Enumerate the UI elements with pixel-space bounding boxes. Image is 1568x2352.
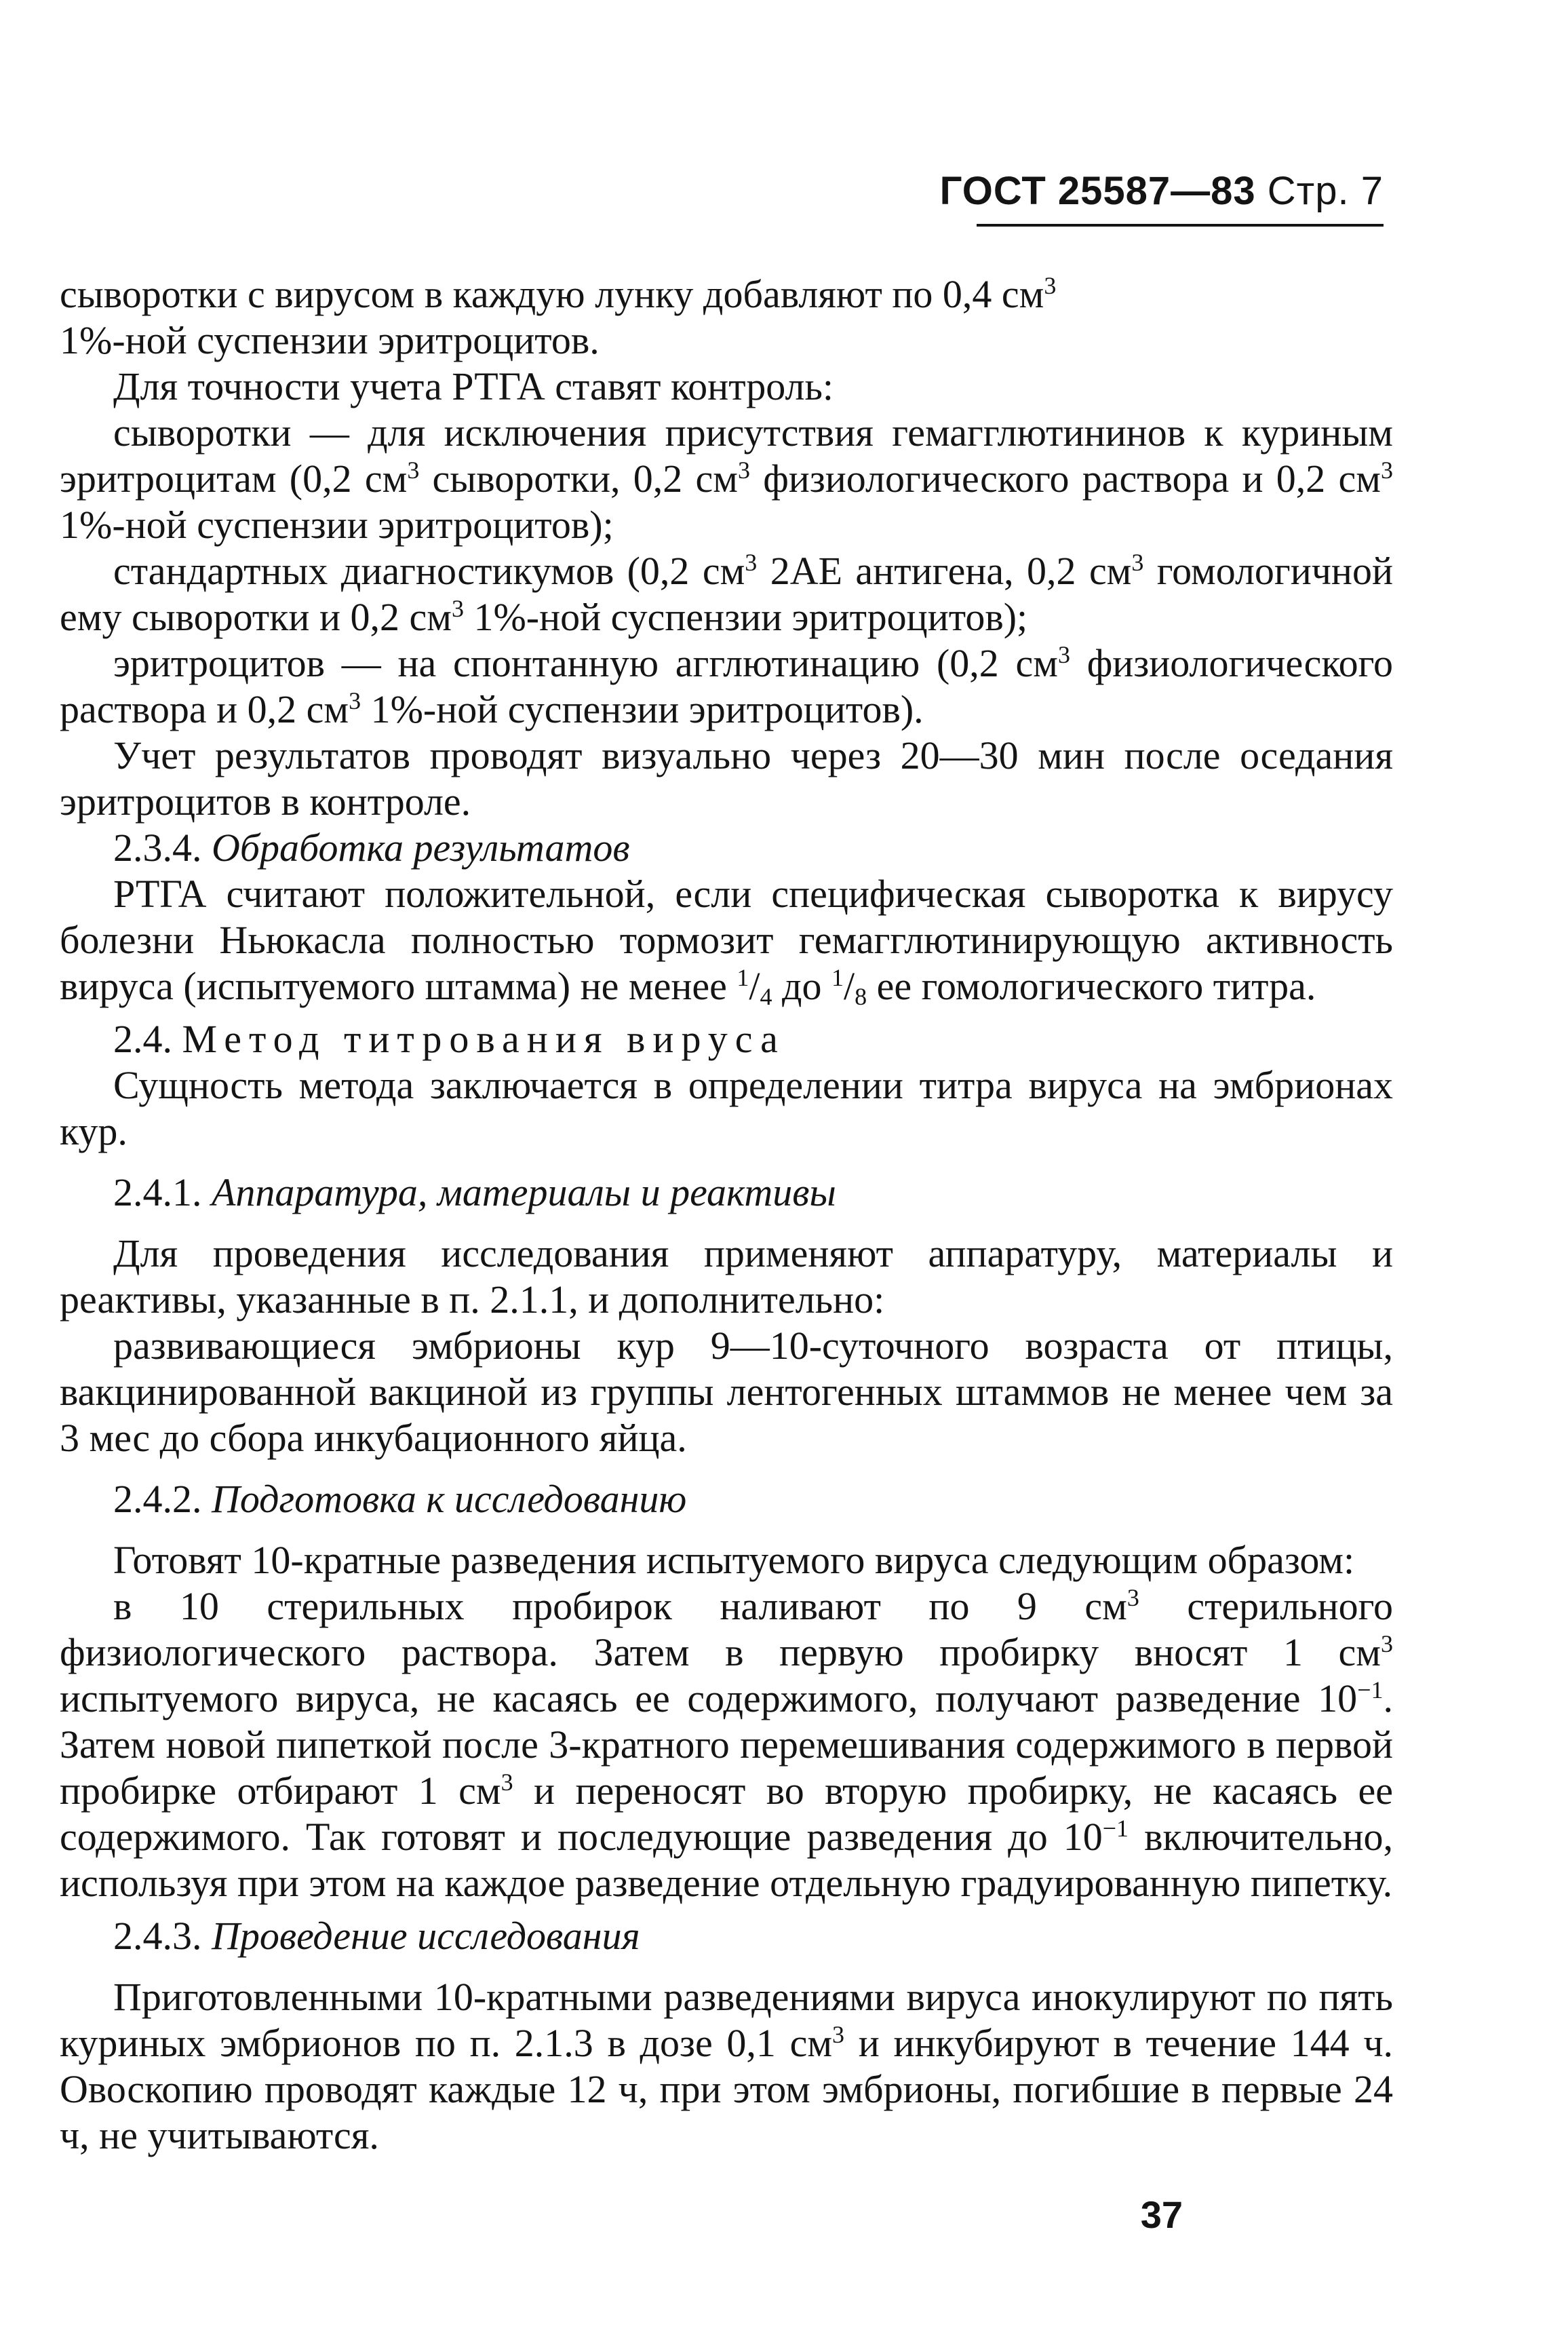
section-heading: 2.3.4. Обработка результатов [113, 826, 630, 870]
paragraph: Учет результатов проводят визуально через 20—30 мин после оседания эритроцитов в контроле. [60, 733, 1393, 824]
paragraph: развивающиеся эмбрионы кур 9—10-суточного возраста от птицы, вакцинированной вакциной из группы лентогенных штаммов не менее чем за 3 мес до сбора инкубационного яйца. [60, 1324, 1393, 1460]
section-heading: 2.4. Метод титрования вируса [113, 1017, 785, 1061]
header-rule [977, 224, 1384, 227]
page-header [940, 168, 1384, 214]
page-number: 37 [1140, 2193, 1183, 2236]
section-heading: 2.4.2. Подготовка к исследованию [113, 1477, 687, 1521]
standard-id: ГОСТ 25587—83 [939, 169, 1256, 213]
paragraph: Приготовленными 10-кратными разведениями вируса инокулируют по пять куриных эмбрионов по п. 2.1.3 в дозе 0,1 $см^3$ и инкубируют в течение 144 ч. Овоскопию проводят каждые 12 ч, при этом эмбрионы, погибшие в первые 24 ч, не учитываются. [60, 1975, 1393, 2157]
paragraph: Сущность метода заключается в определении титра вируса на эмбрионах кур. [60, 1063, 1393, 1153]
paragraph: эритроцитов — на спонтанную агглютинацию (0,2 $см^3$ физиологического раствора и 0,2 $см^3$ 1%-ной суспензии эритроцитов). [60, 641, 1393, 731]
document-page [60, 0, 1393, 2352]
section-heading: 2.4.3. Проведение исследования [113, 1914, 640, 1958]
page-label: Стр. 7 [1267, 169, 1384, 213]
paragraph: РТГА считают положительной, если специфическая сыворотка к вирусу болезни Ньюкасла полностью тормозит гемагглютинирующую активность вируса (испытуемого штамма) не менее $^1/_4$ до $^1/_8$ ее гомологического титра. [60, 872, 1393, 1010]
paragraph: Готовят 10-кратные разведения испытуемого вируса следующим образом: [113, 1538, 1355, 1582]
document-body [60, 271, 1393, 2159]
paragraph: стандартных диагностикумов (0,2 $см^3$ 2АЕ антигена, 0,2 $см^3$ гомологичной ему сыворотки и 0,2 $см^3$ 1%-ной суспензии эритроцитов); [60, 549, 1393, 639]
paragraph: в 10 стерильных пробирок наливают по 9 $см^3$ стерильного физиологического раствора. Затем в первую пробирку вносят 1 $см^3$ испытуемого вируса, не касаясь ее содержимого, получают разведение $10^{-1}$. Затем новой пипеткой после 3-кратного перемешивания содержимого в первой пробирке отбирают 1 $см^3$ и переносят во вторую пробирку, не касаясь ее содержимого. Так готовят и последующие разведения до $10^{-1}$ включительно, используя при этом на каждое разведение отдельную градуированную пипетку. [60, 1584, 1393, 1905]
section-heading: 2.4.1. Аппаратура, материалы и реактивы [113, 1170, 836, 1214]
paragraph: Для точности учета РТГА ставят контроль: [113, 364, 834, 408]
paragraph: сыворотки — для исключения присутствия гемагглютининов к куриным эритроцитам (0,2 $см^3$ сыворотки, 0,2 $см^3$ физиологического раствора и 0,2 $см^3$ 1%-ной суспензии эритроцитов); [60, 410, 1393, 547]
paragraph: Для проведения исследования применяют аппаратуру, материалы и реактивы, указанные в п. 2.1.1, и дополнительно: [60, 1231, 1393, 1322]
paragraph: сыворотки с вирусом в каждую лунку добавляют по 0,4 $см^3$ 1%-ной суспензии эритроцитов. [60, 272, 1057, 362]
